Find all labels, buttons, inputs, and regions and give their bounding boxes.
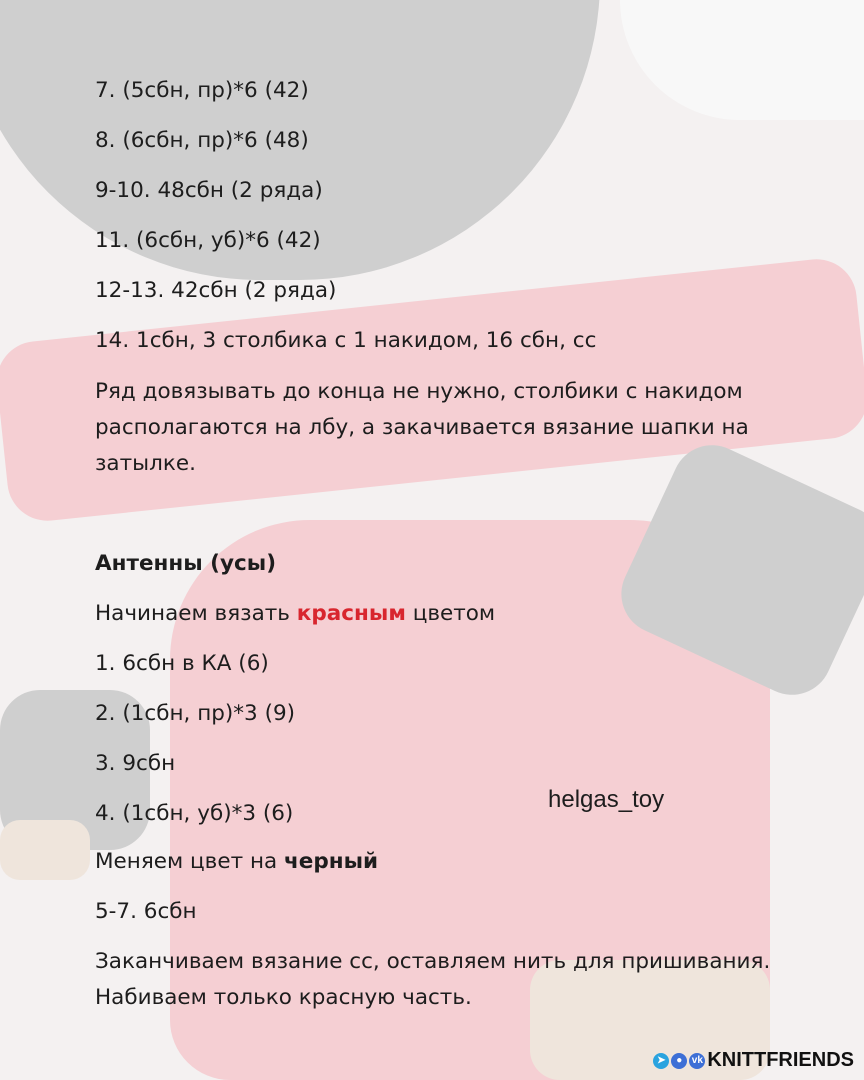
antenna-row-3: 3. 9сбн: [95, 751, 176, 776]
brand-name: KNITTFRIENDS: [707, 1049, 854, 1071]
antenna-row-1: 1. 6сбн в КА (6): [95, 651, 269, 676]
finish-paragraph: Заканчиваем вязание сс, оставляем нить для пришивания. Набиваем только красную часть.: [95, 949, 771, 1010]
vk-icon: ●: [671, 1053, 687, 1069]
row-12-13: 12-13. 42сбн (2 ряда): [95, 278, 337, 303]
author-watermark: helgas_toy: [548, 786, 665, 813]
start-color-line: [95, 596, 495, 632]
change-color-line: [95, 844, 378, 880]
change-prefix: Меняем цвет на: [95, 849, 285, 874]
section-heading: Антенны (усы): [95, 551, 277, 576]
note-paragraph: Ряд довязывать до конца не нужно, столбики с накидом располагаются на лбу, а закачивается вязание шапки на затылке.: [95, 379, 749, 476]
start-suffix: цветом: [405, 601, 496, 626]
black-color-word: черный: [284, 849, 379, 874]
row-7: 7. (5сбн, пр)*6 (42): [95, 78, 309, 103]
footer-brand: [653, 1049, 854, 1072]
row-11: 11. (6сбн, уб)*6 (42): [95, 228, 321, 253]
telegram-icon: ➤: [653, 1053, 669, 1069]
antenna-row-5-7: 5-7. 6сбн: [95, 899, 197, 924]
row-14: 14. 1сбн, 3 столбика с 1 накидом, 16 сбн, сс: [95, 328, 597, 353]
antenna-row-4: 4. (1сбн, уб)*3 (6): [95, 801, 294, 826]
start-prefix: Начинаем вязать: [95, 601, 297, 626]
row-8: 8. (6сбн, пр)*6 (48): [95, 128, 309, 153]
antenna-row-2: 2. (1сбн, пр)*3 (9): [95, 701, 296, 726]
red-color-word: красным: [296, 601, 406, 626]
row-9-10: 9-10. 48сбн (2 ряда): [95, 178, 323, 203]
vk-icon: vk: [689, 1053, 705, 1069]
